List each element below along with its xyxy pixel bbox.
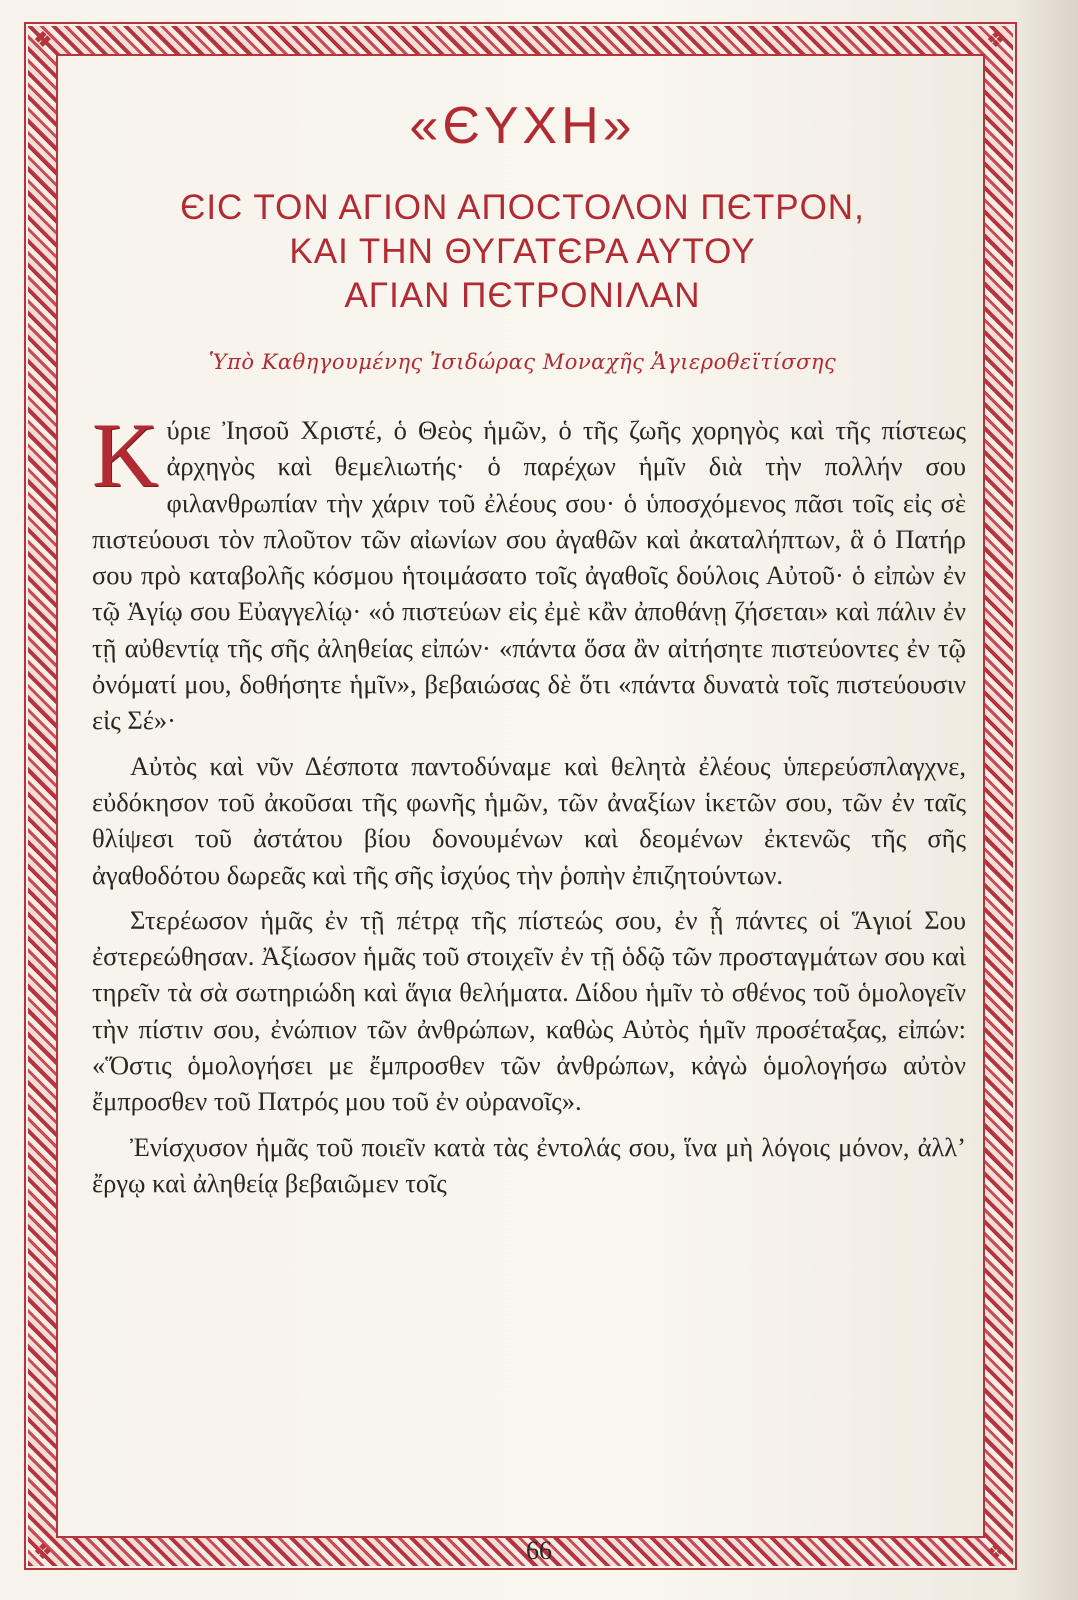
corner-ornament-icon: ❖	[33, 1540, 53, 1565]
corner-ornament-icon: ❖	[986, 1540, 1006, 1565]
page-number: 66	[526, 1536, 552, 1565]
corner-ornament-icon: ❖	[33, 28, 53, 53]
subtitle-line-2: ΚΑΙ ΤΗΝ ΘΥΓΑΤЄΡΑ ΑΥΤΟΥ	[289, 232, 756, 271]
prayer-body	[92, 404, 966, 1210]
drop-cap: Κ	[92, 404, 159, 506]
paragraph-1-text: ύριε Ἰησοῦ Χριστέ, ὁ Θεὸς ἡμῶν, ὁ τῆς ζωῆς χορηγὸς καὶ τῆς πίστεως ἀρχηγὸς καὶ θεμελιωτής· ὁ παρέχων ἡμῖν διὰ τὴν πολλήν σου φιλανθρωπίαν τὴν χάριν τοῦ ἐλέους σου· ὁ ὑποσχόμενος πᾶσι τοῖς εἰς σὲ πιστεύουσι τὸν πλοῦτον τῶν αἰωνίων σου ἀγαθῶν καὶ ἀκαταλήπτων, ἃ ὁ Πατήρ σου πρὸ καταβολῆς κόσμου ἡτοιμάσατο τοῖς ἀγαθοῖς δούλοις Αὐτοῦ· ὁ εἰπὼν ἐν τῷ Ἁγίῳ σου Εὐαγγελίῳ· «ὁ πιστεύων εἰς ἐμὲ κἂν ἀποθάνῃ ζήσεται» καὶ πάλιν ἐν τῇ αὐθεντίᾳ τῆς σῆς ἀληθείας εἰπών· «πάντα ὅσα ἂν αἰτήσητε πιστεύοντες ἐν τῷ ὀνόματί μου, δοθήσητε ἡμῖν», βεβαιώσας δὲ ὅτι «πάντα δυνατὰ τοῖς πιστεύουσιν εἰς Σέ»·	[92, 415, 966, 736]
subtitle-line-1: ЄΙϹ ΤΟΝ ΑΓΙΟΝ ΑΠΟϹΤΟΛΟΝ ΠЄΤΡΟΝ,	[180, 188, 865, 227]
paragraph-3: Στερέωσον ἡμᾶς ἐν τῇ πέτρᾳ τῆς πίστεώς σου, ἐν ᾗ πάντες οἱ Ἅγιοί Σου ἐστερεώθησαν. Ἀξίωσον ἡμᾶς τοῦ στοιχεῖν ἐν τῇ ὁδῷ τῶν προσταγμάτων σου καὶ τηρεῖν τὰ σὰ σωτηριώδη καὶ ἅγια θελήματα. Δίδου ἡμῖν τὸ σθένος τοῦ ὁμολογεῖν τὴν πίστιν σου, ἐνώπιον τῶν ἀνθρώπων, καθὼς Αὐτὸς ἡμῖν προσέταξας, εἰπών: «Ὅστις ὁμολογήσει με ἔμπροσθεν τῶν ἀνθρώπων, κἀγὼ ὁμολογήσω αὐτὸν ἔμπροσθεν τοῦ Πατρός μου τοῦ ἐν οὐρανοῖς».	[92, 904, 966, 1117]
paragraph-4: Ἐνίσχυσον ἡμᾶς τοῦ ποιεῖν κατὰ τὰς ἐντολάς σου, ἵνα μὴ λόγοις μόνον, ἀλλ’ ἔργῳ καὶ ἀληθείᾳ βεβαιῶμεν τοῖς	[92, 1131, 966, 1198]
paragraph-1	[92, 404, 966, 739]
prayer-subtitle	[60, 186, 985, 318]
corner-ornament-icon: ❖	[986, 28, 1006, 53]
author-line: Ὑπὸ Καθηγουμένης Ἰσιδώρας Μοναχῆς Ἁγιεροθεϊτίσσης	[208, 350, 837, 374]
subtitle-line-3: ΑΓΙΑΝ ΠЄΤΡΟΝΙΛΑΝ	[344, 276, 701, 315]
prayer-title: «ЄΥΧΗ»	[409, 97, 636, 155]
paragraph-2: Αὐτὸς καὶ νῦν Δέσποτα παντοδύναμε καὶ θελητὰ ἐλέους ὑπερεύσπλαγχνε, εὐδόκησον τοῦ ἀκοῦσαι τῆς φωνῆς ἡμῶν, τῶν ἀναξίων ἱκετῶν σου, τῶν ἐν ταῖς θλίψεσι τοῦ ἀστάτου βίου δονουμένων καὶ δεομένων ἐκτενῶς τῆς σῆς ἀγαθοδότου δωρεᾶς καὶ τῆς σῆς ἰσχύος τὴν ῥοπὴν ἐπιζητούντων.	[92, 750, 966, 890]
